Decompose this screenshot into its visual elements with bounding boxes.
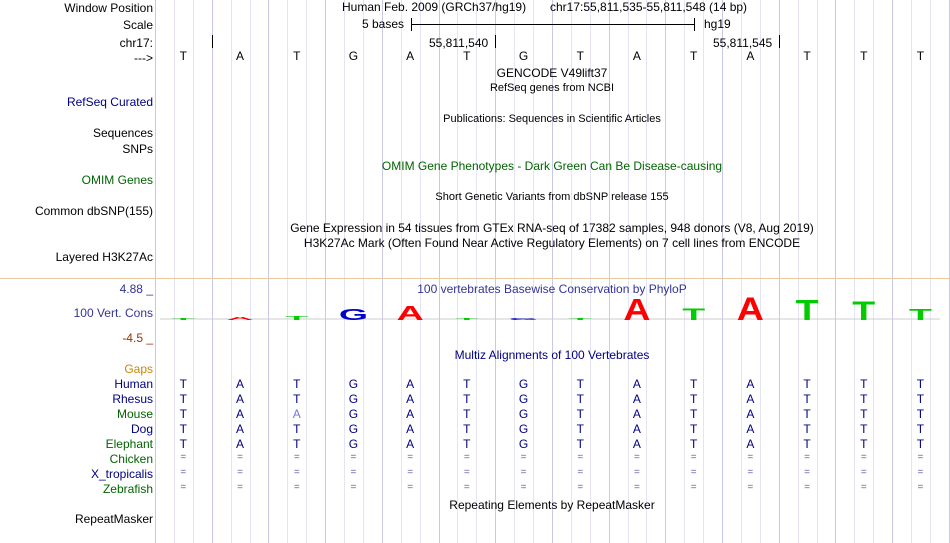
grid-line — [835, 0, 836, 543]
species-label-human[interactable]: Human — [114, 377, 153, 391]
grid-line — [174, 0, 175, 543]
alignment-base: T — [463, 377, 471, 391]
alignment-base: A — [632, 377, 641, 391]
alignment-base: = — [917, 467, 924, 478]
coord-label-1: 55,811,540 — [429, 36, 489, 50]
base-letter: A — [632, 49, 641, 63]
label-strand[interactable]: ---> — [134, 51, 153, 65]
base-letter: T — [689, 49, 698, 63]
grid-line — [476, 0, 477, 543]
alignment-base: = — [520, 452, 527, 463]
publications-desc: Publications: Sequences in Scientific Articles — [443, 113, 661, 125]
alignment-base: = — [860, 467, 867, 478]
alignment-base: T — [179, 407, 188, 421]
repeatmasker-desc: Repeating Elements by RepeatMasker — [449, 498, 655, 512]
alignment-base: T — [916, 422, 925, 436]
species-label-elephant[interactable]: Elephant — [105, 437, 153, 451]
alignment-base: = — [860, 452, 867, 463]
alignment-base: A — [746, 407, 755, 421]
alignment-base: = — [634, 482, 640, 493]
grid-line — [155, 0, 156, 543]
grid-line — [760, 0, 761, 543]
cons-logo-letter: T — [795, 295, 819, 327]
track-separator — [0, 278, 950, 279]
alignment-base: T — [803, 377, 811, 391]
base-letter: A — [406, 49, 415, 63]
grid-line — [193, 0, 194, 543]
alignment-base: T — [179, 392, 188, 406]
cons-logo-letter: A — [736, 291, 764, 328]
base-letter: G — [518, 49, 529, 63]
alignment-base: T — [576, 377, 584, 391]
coord-label-2: 55,811,545 — [713, 36, 773, 50]
species-label-chicken[interactable]: Chicken — [109, 452, 153, 466]
label-gaps[interactable]: Gaps — [124, 362, 153, 376]
base-letter: T — [916, 49, 925, 63]
grid-line — [930, 0, 931, 543]
grid-line — [741, 0, 742, 543]
species-label-x_tropicalis[interactable]: X_tropicalis — [90, 467, 153, 481]
cons-logo-letter: A — [226, 316, 254, 321]
species-label-rhesus[interactable]: Rhesus — [112, 392, 153, 406]
alignment-base: A — [632, 422, 641, 436]
grid-line — [722, 0, 723, 543]
alignment-base: T — [860, 392, 868, 406]
alignment-base: = — [350, 467, 357, 478]
refseq-desc: RefSeq genes from NCBI — [489, 82, 615, 94]
alignment-base: = — [520, 482, 527, 493]
cons-logo-letter: T — [852, 296, 876, 326]
species-label-zebrafish[interactable]: Zebrafish — [102, 482, 153, 496]
alignment-base: T — [689, 407, 698, 421]
alignment-base: A — [632, 407, 641, 421]
base-letter: T — [463, 49, 471, 63]
grid-line — [646, 0, 647, 543]
alignment-base: T — [576, 407, 584, 421]
alignment-base: T — [293, 422, 301, 436]
label-sequences[interactable]: Sequences — [92, 126, 153, 140]
assembly-text: Human Feb. 2009 (GRCh37/hg19) — [342, 0, 527, 14]
cons-logo-letter: A — [396, 302, 424, 325]
label-repeatmasker[interactable]: RepeatMasker — [74, 512, 153, 526]
alignment-base: A — [632, 392, 641, 406]
alignment-base: = — [860, 482, 867, 493]
h3k27ac-desc: H3K27Ac Mark (Often Found Near Active Regulatory Elements) on 7 cell lines from ENCODE — [303, 236, 801, 250]
alignment-base: T — [860, 377, 868, 391]
alignment-base: G — [348, 377, 359, 391]
alignment-base: T — [463, 437, 471, 451]
alignment-base: = — [804, 467, 810, 478]
alignment-base: G — [348, 437, 359, 451]
alignment-base: T — [803, 392, 811, 406]
gtex-desc: Gene Expression in 54 tissues from GTEx RNA-seq of 17382 samples, 948 donors (V8, Aug 2019) — [290, 221, 814, 235]
alignment-base: A — [236, 377, 245, 391]
cons-logo-letter: T — [285, 315, 309, 322]
alignment-base: = — [407, 467, 414, 478]
label-layered-h3k27ac[interactable]: Layered H3K27Ac — [55, 250, 153, 264]
alignment-base: T — [689, 437, 698, 451]
alignment-base: T — [860, 422, 868, 436]
grid-line — [873, 0, 874, 543]
position-text: chr17:55,811,535-55,811,548 (14 bp) — [550, 0, 748, 14]
base-letter: T — [860, 49, 868, 63]
alignment-base: A — [406, 407, 415, 421]
alignment-base: T — [916, 377, 925, 391]
alignment-base: = — [237, 482, 243, 493]
alignment-base: T — [463, 422, 471, 436]
alignment-base: A — [746, 377, 755, 391]
alignment-base: = — [237, 452, 243, 463]
grid-line — [212, 0, 213, 543]
alignment-base: = — [180, 482, 187, 493]
grid-line — [231, 0, 232, 543]
label-snps[interactable]: SNPs — [122, 142, 153, 156]
label-window-position[interactable]: Window Position — [64, 1, 153, 15]
cons-logo-letter: T — [171, 317, 195, 321]
alignment-base: = — [917, 482, 924, 493]
alignment-base: T — [803, 437, 811, 451]
grid-line — [420, 0, 421, 543]
grid-line — [344, 0, 345, 543]
alignment-base: = — [690, 452, 697, 463]
alignment-base: T — [293, 392, 301, 406]
base-letter: T — [576, 49, 584, 63]
alignment-base: G — [348, 407, 359, 421]
alignment-base: T — [179, 422, 188, 436]
alignment-base: = — [747, 482, 754, 493]
grid-line — [703, 0, 704, 543]
alignment-base: A — [236, 437, 245, 451]
alignment-base: = — [407, 482, 414, 493]
alignment-base: T — [860, 437, 868, 451]
grid-line — [287, 0, 288, 543]
cons-logo-letter: T — [908, 306, 932, 324]
alignment-base: = — [293, 452, 300, 463]
base-letter: A — [236, 49, 245, 63]
alignment-base: T — [916, 407, 925, 421]
alignment-base: T — [463, 392, 471, 406]
alignment-base: = — [180, 467, 187, 478]
scale-text: 5 bases — [362, 17, 405, 31]
multiz-desc: Multiz Alignments of 100 Vertebrates — [454, 348, 650, 362]
base-letter: T — [293, 49, 301, 63]
cons-min-label: -4.5 _ — [122, 331, 153, 345]
alignment-base: T — [689, 392, 698, 406]
dbsnp-desc: Short Genetic Variants from dbSNP release 155 — [435, 191, 669, 203]
alignment-base: A — [746, 437, 755, 451]
alignment-base: = — [350, 452, 357, 463]
gencode-track-title[interactable]: GENCODE V49lift37 — [496, 66, 608, 80]
alignment-base: = — [747, 452, 754, 463]
alignment-base: T — [576, 392, 584, 406]
base-letter: T — [803, 49, 811, 63]
alignment-base: = — [804, 482, 810, 493]
cons-logo-letter: T — [568, 317, 592, 321]
grid-line — [684, 0, 685, 543]
alignment-base: T — [803, 422, 811, 436]
alignment-base: G — [348, 392, 359, 406]
alignment-base: T — [916, 437, 925, 451]
grid-line — [798, 0, 799, 543]
grid-line — [325, 0, 326, 543]
alignment-base: G — [518, 437, 529, 451]
alignment-base: G — [518, 407, 529, 421]
base-letter: G — [348, 49, 359, 63]
alignment-base: = — [463, 482, 470, 493]
grid-line — [268, 0, 269, 543]
grid-line — [665, 0, 666, 543]
cons-logo-letter: G — [508, 317, 539, 321]
alignment-base: = — [690, 482, 697, 493]
grid-line — [779, 0, 780, 543]
omim-phenotypes-desc: OMIM Gene Phenotypes - Dark Green Can Be Disease-causing — [381, 159, 723, 173]
alignment-base: = — [463, 467, 470, 478]
alignment-base: = — [577, 452, 584, 463]
label-omim-genes[interactable]: OMIM Genes — [81, 173, 153, 187]
species-label-mouse[interactable]: Mouse — [116, 407, 153, 421]
alignment-base: T — [916, 392, 925, 406]
alignment-base: = — [634, 467, 640, 478]
alignment-base: T — [803, 407, 811, 421]
alignment-base: A — [236, 422, 245, 436]
alignment-base: A — [406, 392, 415, 406]
alignment-base: A — [746, 422, 755, 436]
alignment-base: = — [293, 467, 300, 478]
grid-line — [892, 0, 893, 543]
alignment-base: T — [689, 422, 698, 436]
alignment-base: T — [689, 377, 698, 391]
alignment-base: = — [463, 452, 470, 463]
alignment-base: A — [406, 437, 415, 451]
alignment-base: A — [292, 407, 301, 421]
alignment-base: = — [350, 482, 357, 493]
cons-logo-letter: T — [682, 305, 706, 324]
grid-line — [401, 0, 402, 543]
label-refseq-curated[interactable]: RefSeq Curated — [66, 95, 153, 109]
cons-max-label: 4.88 _ — [119, 282, 153, 296]
alignment-base: = — [747, 467, 754, 478]
grid-line — [457, 0, 458, 543]
alignment-base: G — [518, 392, 529, 406]
alignment-base: = — [520, 467, 527, 478]
alignment-base: = — [407, 452, 414, 463]
label-common-dbsnp[interactable]: Common dbSNP(155) — [34, 204, 153, 218]
alignment-base: T — [576, 422, 584, 436]
alignment-base: = — [577, 482, 584, 493]
base-letter: T — [179, 49, 188, 63]
grid-line — [306, 0, 307, 543]
grid-line — [363, 0, 364, 543]
cons-logo-letter: T — [455, 317, 479, 321]
phylop-desc: 100 vertebrates Basewise Conservation by PhyloP — [417, 282, 687, 296]
label-scale[interactable]: Scale — [122, 18, 153, 32]
alignment-base: T — [463, 407, 471, 421]
grid-line — [854, 0, 855, 543]
alignment-base: T — [576, 437, 584, 451]
alignment-base: T — [860, 407, 868, 421]
alignment-base: G — [348, 422, 359, 436]
alignment-base: = — [804, 452, 810, 463]
label-chrom[interactable]: chr17: — [119, 36, 153, 50]
cons-logo-letter: G — [338, 306, 369, 324]
alignment-base: = — [917, 452, 924, 463]
scale-db: hg19 — [704, 17, 731, 31]
grid-line — [439, 0, 440, 543]
species-label-dog[interactable]: Dog — [130, 422, 153, 436]
grid-line — [250, 0, 251, 543]
alignment-base: = — [293, 482, 300, 493]
alignment-base: T — [293, 437, 301, 451]
alignment-base: = — [577, 467, 584, 478]
alignment-base: G — [518, 422, 529, 436]
alignment-base: T — [293, 377, 301, 391]
alignment-base: = — [237, 467, 243, 478]
alignment-base: T — [179, 437, 188, 451]
alignment-base: T — [179, 377, 188, 391]
alignment-base: A — [236, 407, 245, 421]
alignment-base: A — [746, 392, 755, 406]
alignment-base: = — [634, 452, 640, 463]
alignment-base: = — [690, 467, 697, 478]
alignment-base: A — [632, 437, 641, 451]
alignment-base: A — [236, 392, 245, 406]
label-vert-cons[interactable]: 100 Vert. Cons — [73, 306, 153, 320]
alignment-base: A — [406, 422, 415, 436]
grid-line — [817, 0, 818, 543]
base-letter: A — [746, 49, 755, 63]
alignment-base: A — [406, 377, 415, 391]
grid-line — [628, 0, 629, 543]
alignment-base: = — [180, 452, 187, 463]
grid-line — [382, 0, 383, 543]
alignment-base: G — [518, 377, 529, 391]
grid-line — [911, 0, 912, 543]
cons-logo-letter: A — [623, 293, 651, 328]
